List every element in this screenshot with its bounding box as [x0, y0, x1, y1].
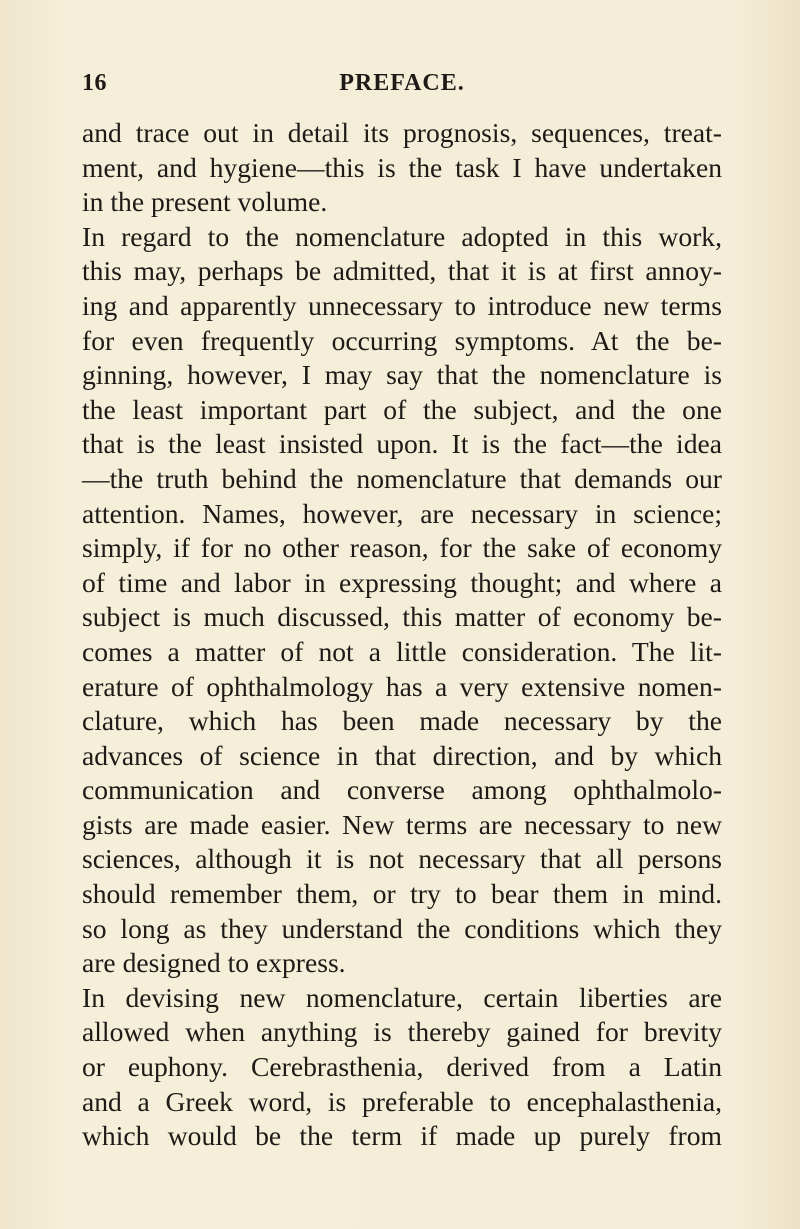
text-line: this may, perhaps be admitted, that it is at first annoy-: [82, 255, 722, 287]
text-line: ment, and hygiene—this is the task I have undertaken: [82, 151, 722, 183]
running-head: [82, 70, 722, 106]
text-line: In regard to the nomenclature adopted in this work,: [82, 220, 722, 252]
text-line: for even frequently occurring symptoms. At the be-: [82, 324, 722, 356]
text-line: ing and apparently unnecessary to introduce new terms: [82, 289, 722, 321]
text-line: which would be the term if made up purely from: [82, 1120, 722, 1152]
running-title: PREFACE.: [339, 70, 465, 96]
text-line: subject is much discussed, this matter of economy be-: [82, 601, 722, 633]
text-line: that is the least insisted upon. It is the fact—the idea: [82, 428, 722, 460]
page-number: 16: [82, 70, 107, 96]
text-line: and a Greek word, is preferable to encephalasthenia,: [82, 1085, 722, 1117]
text-line: —the truth behind the nomenclature that demands our: [82, 462, 722, 494]
text-line: gists are made easier. New terms are necessary to new: [82, 808, 722, 840]
text-line: should remember them, or try to bear them in mind.: [82, 878, 722, 910]
text-line: sciences, although it is not necessary that all persons: [82, 843, 722, 875]
text-line: ginning, however, I may say that the nomenclature is: [82, 359, 722, 391]
text-line: the least important part of the subject, and the one: [82, 393, 722, 425]
text-line: of time and labor in expressing thought; and where a: [82, 566, 722, 598]
text-line: and trace out in detail its prognosis, sequences, treat-: [82, 117, 722, 148]
text-line: clature, which has been made necessary by the: [82, 705, 722, 737]
text-line: advances of science in that direction, and by which: [82, 739, 722, 771]
text-line: in the present volume.: [82, 186, 328, 218]
text-line: or euphony. Cerebrasthenia, derived from a Latin: [82, 1051, 722, 1083]
text-line: simply, if for no other reason, for the sake of economy: [82, 532, 722, 564]
text-line: are designed to express.: [82, 947, 346, 979]
text-line: comes a matter of not a little consideration. The lit-: [82, 635, 722, 667]
body-text: [82, 116, 722, 1154]
text-line: communication and converse among ophthalmolo-: [82, 774, 722, 806]
text-line: allowed when anything is thereby gained for brevity: [82, 1016, 722, 1048]
text-line: erature of ophthalmology has a very extensive nomen-: [82, 670, 722, 702]
text-line: In devising new nomenclature, certain liberties are: [82, 981, 722, 1013]
text-line: attention. Names, however, are necessary in science;: [82, 497, 722, 529]
text-line: so long as they understand the conditions which they: [82, 912, 722, 944]
